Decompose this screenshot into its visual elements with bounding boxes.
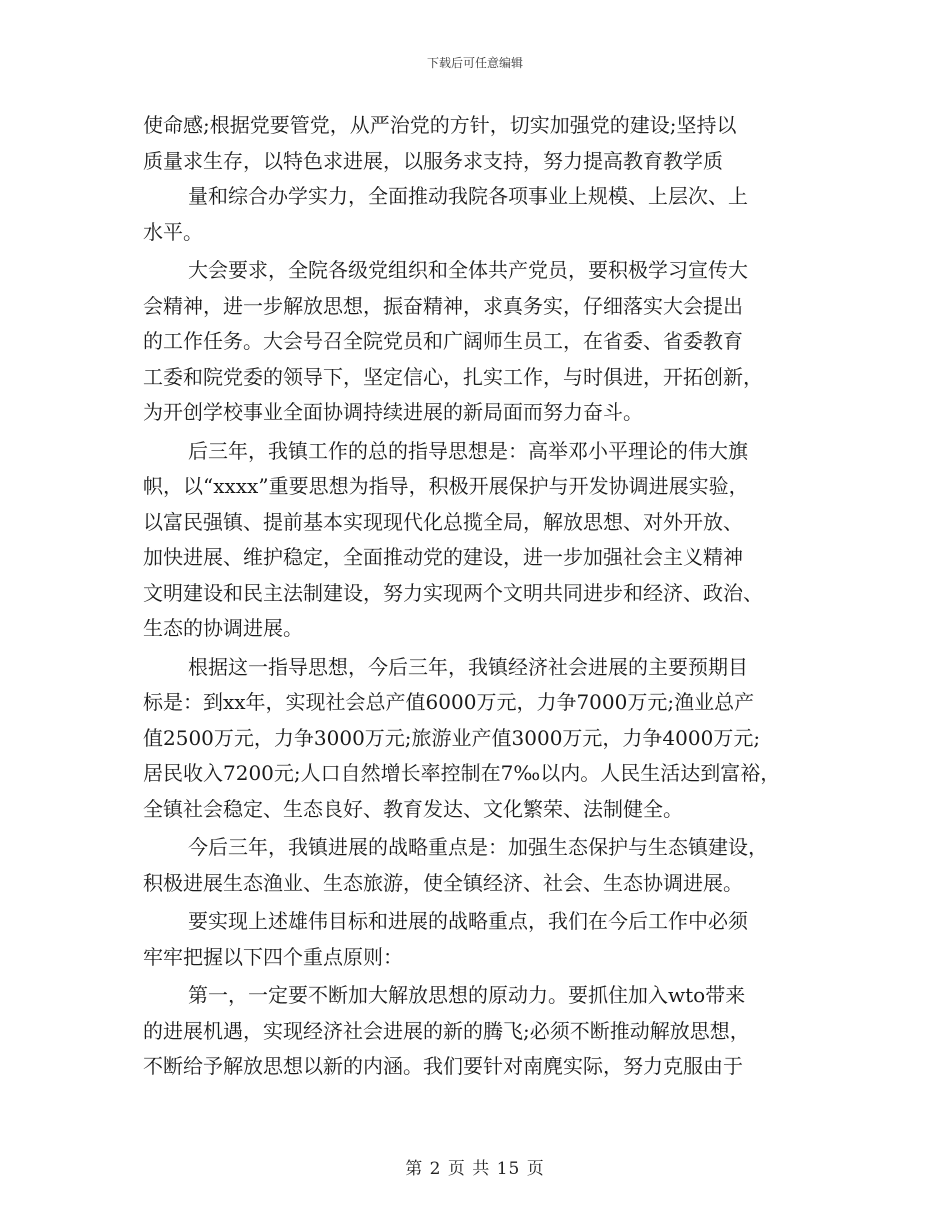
text-line: 质量求生存，以特色求进展，以服务求支持，努力提高教育教学质 xyxy=(143,148,723,173)
text-line: 会精神，进一步解放思想，振奋精神，求真务实，仔细落实大会提出 xyxy=(143,293,743,318)
text-line: 积极进展生态渔业、生态旅游，使全镇经济、社会、生态协调进展。 xyxy=(143,870,743,895)
text-line: 为开创学校事业全面协调持续进展的新局面而努力奋斗。 xyxy=(143,400,643,424)
text-line: 量和综合办学实力，全面推动我院各项事业上规模、上层次、上 xyxy=(188,184,748,208)
paragraph-start-line: 大会要求，全院各级党组织和全体共产党员，要积极学习宣传大 xyxy=(188,258,748,282)
text-line: 使命感;根据党要管党，从严治党的方针，切实加强党的建设;坚持以 xyxy=(143,113,737,137)
text-line: 的进展机遇，实现经济社会进展的新的腾飞;必须不断推动解放思想， xyxy=(143,1018,750,1043)
document-body xyxy=(143,108,823,1085)
text-line: 水平。 xyxy=(143,219,203,244)
text-line: 的工作任务。大会号召全院党员和广阔师生员工，在省委、省委教育 xyxy=(143,329,743,353)
paragraph-start-line: 后三年，我镇工作的总的指导思想是：高举邓小平理论的伟大旗 xyxy=(188,438,748,463)
text-line: 标是：到xx年，实现社会总产值6000万元，力争7000万元;渔业总产 xyxy=(143,690,755,714)
text-line: 牢牢把握以下四个重点原则： xyxy=(143,944,403,969)
text-line: 全镇社会稳定、生态良好、教育发达、文化繁荣、法制健全。 xyxy=(143,796,683,821)
paragraph-start-line: 今后三年，我镇进展的战略重点是：加强生态保护与生态镇建设， xyxy=(188,835,768,859)
text-line: 文明建设和民主法制建设，努力实现两个文明共同进步和经济、政治、 xyxy=(143,580,763,605)
text-line: 值2500万元，力争3000万元;旅游业产值3000万元，力争4000万元; xyxy=(143,725,761,750)
paragraph-start-line: 第一，一定要不断加大解放思想的原动力。要抓住加入wto带来 xyxy=(188,983,746,1007)
page-footer: 第 2 页 共 15 页 xyxy=(405,1159,545,1179)
text-line: 居民收入7200元;人口自然增长率控制在7‰以内。人民生活达到富裕， xyxy=(143,761,781,785)
paragraph-start-line: 要实现上述雄伟目标和进展的战略重点，我们在今后工作中必须 xyxy=(188,909,748,933)
text-line: 以富民强镇、提前基本实现现代化总揽全局，解放思想、对外开放、 xyxy=(143,509,743,534)
text-line: 生态的协调进展。 xyxy=(143,616,303,640)
text-line: 不断给予解放思想以新的内涵。我们要针对南麂实际，努力克服由于 xyxy=(143,1054,743,1078)
paragraph-start-line: 根据这一指导思想，今后三年，我镇经济社会进展的主要预期目 xyxy=(188,654,748,679)
text-line: 加快进展、维护稳定，全面推动党的建设，进一步加强社会主义精神 xyxy=(143,545,743,569)
page-header: 下载后可任意编辑 xyxy=(426,56,523,70)
text-line: 帜，以“xxxx”重要思想为指导，积极开展保护与开发协调进展实验， xyxy=(143,474,749,498)
text-line: 工委和院党委的领导下，坚定信心，扎实工作，与时俱进，开拓创新， xyxy=(143,364,763,389)
